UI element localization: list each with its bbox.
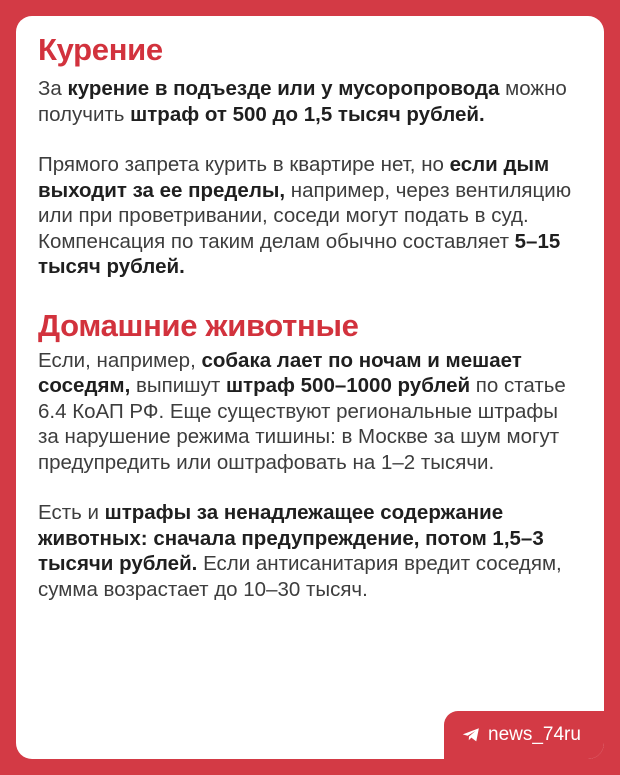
bold-span: собака лает по ночам и мешает соседям,: [38, 348, 522, 397]
bold-span: штраф от 500 до 1,5 тысяч рублей.: [130, 102, 485, 126]
text-span: За: [38, 77, 68, 100]
bold-span: курение в подъезде или у мусоропровода: [67, 77, 500, 100]
smoking-paragraph-2: [38, 152, 582, 280]
text-span: выпишут: [130, 374, 226, 397]
text-span: Если, например,: [38, 348, 202, 372]
pets-paragraph-1: [38, 348, 582, 476]
pets-paragraph-2: [38, 500, 582, 602]
article-card: [16, 16, 604, 759]
smoking-paragraph-1: [38, 76, 582, 127]
text-span: например, через вентиляцию или при проветривании, соседи могут подать в суд. Компенсация по таким делам обычно составляет: [38, 178, 572, 253]
telegram-icon: [462, 727, 480, 743]
bold-span: если дым выходит за ее пределы,: [38, 153, 550, 202]
text-span: по статье 6.4 КоАП РФ. Еще существуют региональные штрафы за нарушение режима тишины: в Москве за шум могут предупредить или оштрафовать на 1–2 тысячи.: [38, 374, 566, 474]
text-span: можно получить: [38, 77, 567, 126]
section-title-pets: Домашние животные: [38, 307, 359, 343]
text-span: Если антисанитария вредит соседям, сумма возрастает до 10–30 тысяч.: [38, 552, 562, 601]
bold-span: штраф 500–1000 рублей: [225, 374, 471, 397]
bold-span: штрафы за ненадлежащее содержание животных: сначала предупреждение, потом 1,5–3 тысячи рублей.: [38, 501, 544, 575]
text-span: Прямого запрета курить в квартире нет, но: [38, 153, 450, 176]
channel-handle: news_74ru: [488, 724, 581, 745]
telegram-channel-link[interactable]: [444, 711, 604, 759]
bold-span: 5–15 тысяч рублей.: [38, 229, 561, 278]
text-span: Есть и: [38, 501, 105, 524]
section-title-smoking: Курение: [38, 32, 163, 67]
